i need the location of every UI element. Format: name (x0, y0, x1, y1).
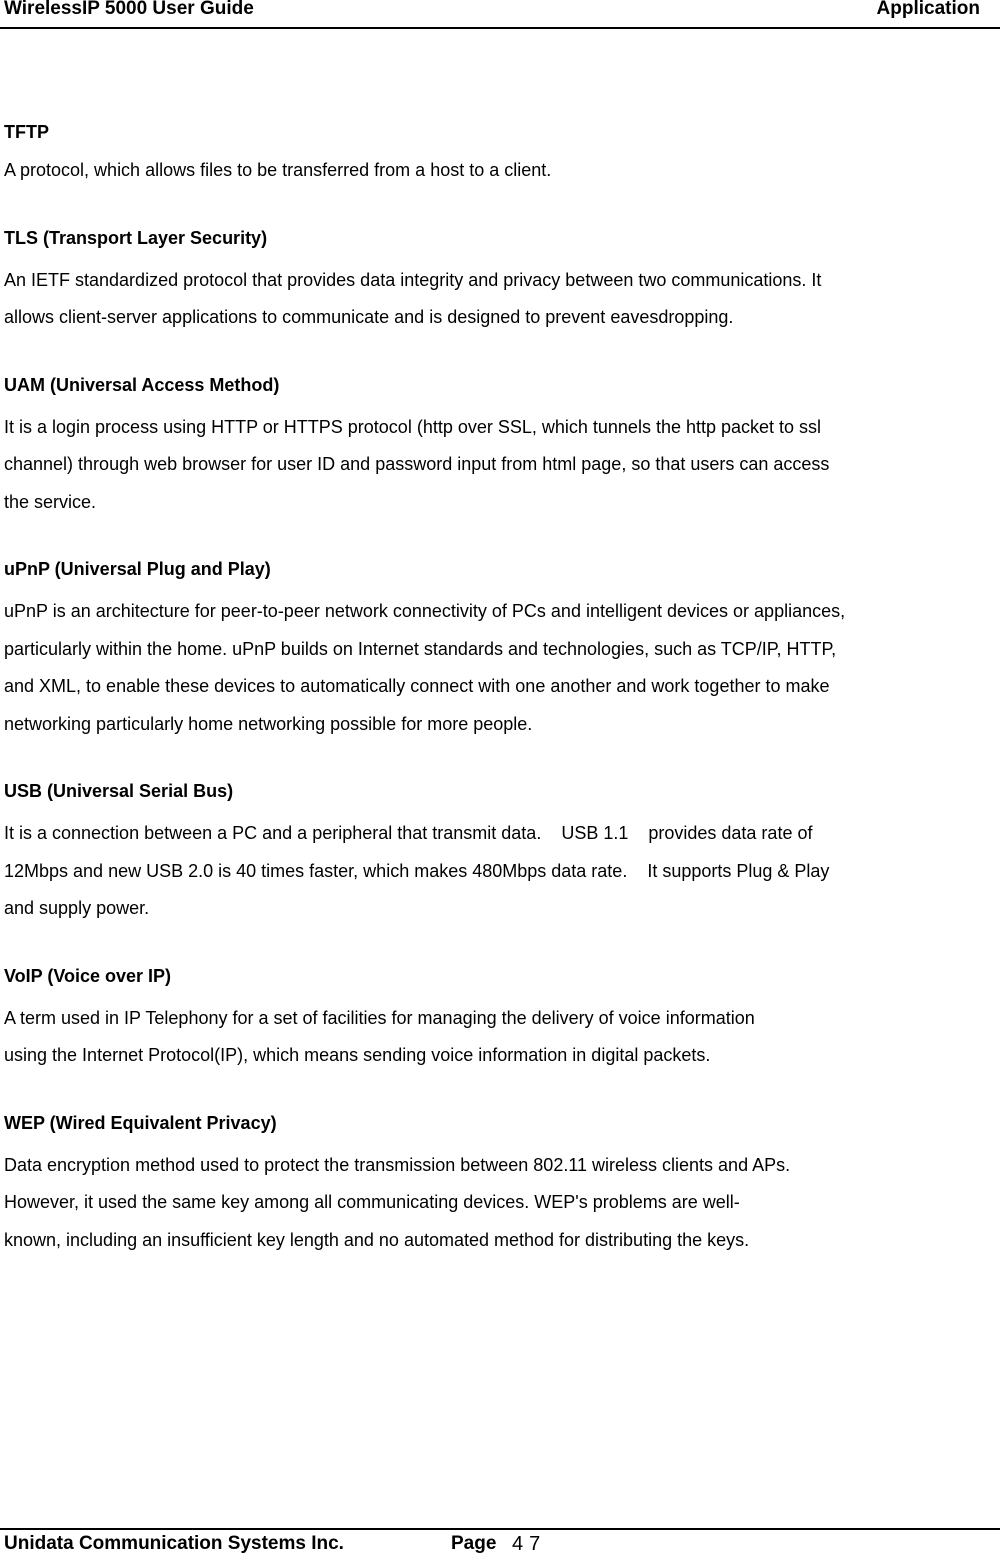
glossary-entry (4, 1110, 994, 1260)
definition-line: particularly within the home. uPnP builds on Internet standards and technologies, such as TCP/IP, HTTP, (4, 638, 837, 659)
glossary-definition (4, 815, 994, 928)
glossary-term: UAM (Universal Access Method) (4, 374, 280, 395)
glossary-entry (4, 225, 994, 337)
glossary-content (4, 119, 994, 1294)
glossary-definition (4, 1147, 994, 1260)
page-label: Page (451, 1533, 497, 1554)
glossary-definition (4, 409, 994, 522)
glossary-term: TLS (Transport Layer Security) (4, 227, 268, 248)
definition-line: A protocol, which allows files to be transferred from a host to a client. (4, 160, 552, 180)
glossary-definition (4, 152, 994, 190)
definition-line: the service. (4, 491, 97, 512)
definition-line: It is a login process using HTTP or HTTPS protocol (http over SSL, which tunnels the http packet to ssl (4, 416, 822, 437)
company-name: Unidata Communication Systems Inc. (4, 1533, 344, 1554)
glossary-term: WEP (Wired Equivalent Privacy) (4, 1112, 277, 1133)
definition-line: known, including an insufficient key length and no automated method for distributing the keys. (4, 1229, 750, 1250)
definition-line: Data encryption method used to protect the transmission between 802.11 wireless clients and APs. (4, 1154, 791, 1175)
definition-line: An IETF standardized protocol that provides data integrity and privacy between two communications. It (4, 269, 822, 290)
definition-line: and XML, to enable these devices to automatically connect with one another and work together to make (4, 676, 830, 696)
glossary-definition (4, 593, 994, 743)
glossary-entry (4, 556, 994, 743)
glossary-term: uPnP (Universal Plug and Play) (4, 559, 271, 579)
glossary-entry (4, 963, 994, 1075)
glossary-term: TFTP (4, 122, 49, 142)
definition-line: It is a connection between a PC and a peripheral that transmit data. USB 1.1 provides data rate of (4, 823, 813, 843)
page-footer (0, 1528, 1000, 1558)
definition-line: allows client-server applications to communicate and is designed to prevent eavesdropping. (4, 307, 734, 327)
definition-line: channel) through web browser for user ID and password input from html page, so that users can access (4, 454, 830, 474)
glossary-entry (4, 778, 994, 928)
glossary-entry (4, 372, 994, 522)
definition-line: 12Mbps and new USB 2.0 is 40 times faster, which makes 480Mbps data rate. It supports Plug & Play (4, 860, 830, 881)
glossary-term: USB (Universal Serial Bus) (4, 781, 234, 801)
glossary-entry (4, 119, 994, 190)
page-header (0, 0, 1000, 29)
definition-line: using the Internet Protocol(IP), which means sending voice information in digital packets. (4, 1045, 711, 1065)
page-number: 47 (512, 1533, 547, 1555)
document-title: WirelessIP 5000 User Guide (4, 0, 254, 19)
section-title: Application (876, 0, 980, 19)
definition-line: A term used in IP Telephony for a set of facilities for managing the delivery of voice information (4, 1007, 755, 1028)
definition-line: and supply power. (4, 898, 150, 918)
definition-line: networking particularly home networking possible for more people. (4, 713, 533, 734)
definition-line: However, it used the same key among all communicating devices. WEP's problems are well- (4, 1192, 740, 1212)
glossary-definition (4, 262, 994, 337)
glossary-term: VoIP (Voice over IP) (4, 965, 172, 986)
definition-line: uPnP is an architecture for peer-to-peer network connectivity of PCs and intelligent devices or appliances, (4, 601, 846, 621)
glossary-definition (4, 1000, 994, 1075)
